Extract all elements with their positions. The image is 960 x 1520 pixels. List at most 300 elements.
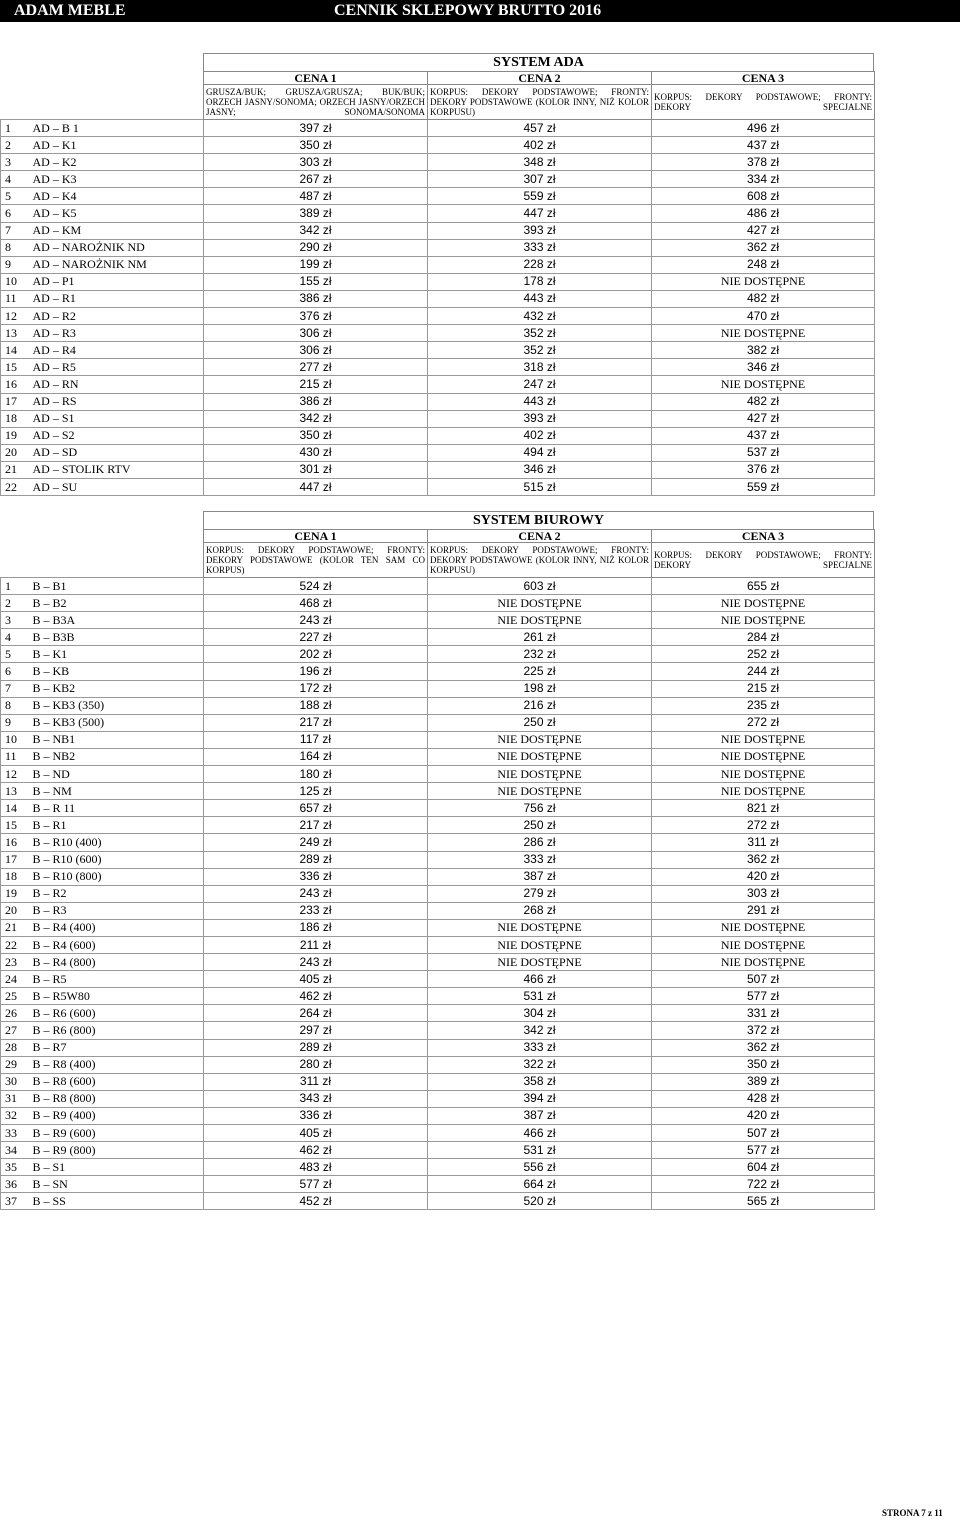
row-number: 6 [1, 663, 31, 680]
product-name: B – R4 (800) [31, 954, 204, 971]
row-number: 31 [1, 1090, 31, 1107]
price-cena-1: 342 zł [204, 222, 428, 239]
product-name: B – R10 (800) [31, 868, 204, 885]
price-cena-1: 155 zł [204, 273, 428, 290]
section-title-ada: SYSTEM ADA [203, 53, 874, 71]
product-name: B – R5W80 [31, 988, 204, 1005]
price-cena-3: 507 zł [652, 971, 875, 988]
price-cena-2: 531 zł [428, 1142, 652, 1159]
product-name: B – R4 (400) [31, 919, 204, 936]
row-number: 16 [1, 834, 31, 851]
price-cena-3: 362 zł [652, 1039, 875, 1056]
price-cena-2: 466 zł [428, 971, 652, 988]
price-cena-2: 198 zł [428, 680, 652, 697]
price-cena-2: 515 zł [428, 478, 652, 495]
price-cena-3: 482 zł [652, 290, 875, 307]
price-cena-1: 199 zł [204, 256, 428, 273]
product-name: B – ND [31, 766, 204, 783]
product-name: AD – K1 [31, 137, 204, 154]
price-col-3-description: KORPUS: DEKORY PODSTAWOWE; FRONTY: DEKORY SPECJALNE [652, 543, 875, 578]
price-cena-1: 405 zł [204, 971, 428, 988]
price-cena-3: 655 zł [652, 578, 875, 595]
table-row [1, 188, 875, 205]
price-cena-2: 286 zł [428, 834, 652, 851]
table-row [1, 1090, 875, 1107]
table-row [1, 919, 875, 936]
price-cena-2: 494 zł [428, 444, 652, 461]
price-cena-2: 232 zł [428, 646, 652, 663]
price-cena-2: 664 zł [428, 1176, 652, 1193]
row-number: 7 [1, 222, 31, 239]
price-cena-2: 352 zł [428, 325, 652, 342]
section-title-biurowy: SYSTEM BIUROWY [203, 511, 874, 529]
price-cena-2: 247 zł [428, 376, 652, 393]
table-row [1, 273, 875, 290]
row-number: 34 [1, 1142, 31, 1159]
price-cena-3: 372 zł [652, 1022, 875, 1039]
price-cena-1: 447 zł [204, 478, 428, 495]
price-cena-1: 243 zł [204, 885, 428, 902]
product-name: B – NB1 [31, 731, 204, 748]
price-cena-3: 496 zł [652, 120, 875, 137]
table-row [1, 800, 875, 817]
price-cena-1: 336 zł [204, 868, 428, 885]
price-rows-biurowy [1, 578, 875, 1210]
price-cena-3: NIE DOSTĘPNE [652, 748, 875, 765]
price-cena-1: 233 zł [204, 902, 428, 919]
price-cena-2: 387 zł [428, 1107, 652, 1124]
product-name: AD – KM [31, 222, 204, 239]
price-cena-2: 333 zł [428, 1039, 652, 1056]
price-cena-3: 420 zł [652, 1107, 875, 1124]
table-row [1, 205, 875, 222]
price-cena-1: 290 zł [204, 239, 428, 256]
table-row [1, 376, 875, 393]
price-cena-1: 350 zł [204, 427, 428, 444]
table-row [1, 461, 875, 478]
table-row [1, 1107, 875, 1124]
price-table-ada [0, 71, 875, 496]
price-cena-3: NIE DOSTĘPNE [652, 376, 875, 393]
price-cena-3: 486 zł [652, 205, 875, 222]
row-number: 36 [1, 1176, 31, 1193]
price-cena-1: 289 zł [204, 851, 428, 868]
product-name: AD – S1 [31, 410, 204, 427]
table-row [1, 868, 875, 885]
row-number: 10 [1, 273, 31, 290]
product-name: B – K1 [31, 646, 204, 663]
table-row [1, 359, 875, 376]
price-cena-2: 457 zł [428, 120, 652, 137]
price-cena-1: 243 zł [204, 612, 428, 629]
table-row [1, 308, 875, 325]
row-number: 18 [1, 868, 31, 885]
product-name: AD – R5 [31, 359, 204, 376]
price-cena-3: 334 zł [652, 171, 875, 188]
price-table-biurowy [0, 529, 875, 1210]
price-cena-1: 343 zł [204, 1090, 428, 1107]
table-row [1, 748, 875, 765]
price-cena-2: 387 zł [428, 868, 652, 885]
row-number: 5 [1, 188, 31, 205]
price-cena-2: 307 zł [428, 171, 652, 188]
row-number: 1 [1, 578, 31, 595]
product-name: AD – S2 [31, 427, 204, 444]
table-row [1, 766, 875, 783]
row-number: 27 [1, 1022, 31, 1039]
price-col-1-label: CENA 1 [204, 530, 428, 543]
table-row [1, 393, 875, 410]
price-cena-3: 565 zł [652, 1193, 875, 1210]
product-name: B – R8 (800) [31, 1090, 204, 1107]
product-name: B – B2 [31, 595, 204, 612]
table-row [1, 902, 875, 919]
price-cena-3: NIE DOSTĘPNE [652, 731, 875, 748]
page-number: STRONA 7 z 11 [882, 1508, 943, 1518]
price-cena-2: 756 zł [428, 800, 652, 817]
product-name: B – R8 (600) [31, 1073, 204, 1090]
product-name: AD – K2 [31, 154, 204, 171]
price-cena-1: 125 zł [204, 783, 428, 800]
price-cena-3: NIE DOSTĘPNE [652, 766, 875, 783]
price-cena-3: 427 zł [652, 410, 875, 427]
price-cena-2: 432 zł [428, 308, 652, 325]
price-cena-3: 604 zł [652, 1159, 875, 1176]
row-number: 16 [1, 376, 31, 393]
price-cena-1: 462 zł [204, 1142, 428, 1159]
row-number: 10 [1, 731, 31, 748]
price-cena-2: 225 zł [428, 663, 652, 680]
price-cena-3: 272 zł [652, 817, 875, 834]
product-name: B – R5 [31, 971, 204, 988]
product-name: AD – P1 [31, 273, 204, 290]
table-row [1, 680, 875, 697]
price-cena-3: 577 zł [652, 988, 875, 1005]
price-cena-2: 393 zł [428, 410, 652, 427]
price-cena-1: 186 zł [204, 919, 428, 936]
price-cena-1: 164 zł [204, 748, 428, 765]
price-col-2-description: KORPUS: DEKORY PODSTAWOWE; FRONTY: DEKORY PODSTAWOWE (KOLOR INNY, NIŻ KOLOR KORPUSU) [428, 85, 652, 120]
table-row [1, 646, 875, 663]
price-cena-2: NIE DOSTĘPNE [428, 783, 652, 800]
price-cena-3: 378 zł [652, 154, 875, 171]
price-cena-3: NIE DOSTĘPNE [652, 595, 875, 612]
product-name: AD – RN [31, 376, 204, 393]
row-number: 26 [1, 1005, 31, 1022]
table-row [1, 988, 875, 1005]
row-number: 4 [1, 171, 31, 188]
price-cena-1: 386 zł [204, 290, 428, 307]
table-row [1, 427, 875, 444]
row-number: 7 [1, 680, 31, 697]
product-name: B – B3A [31, 612, 204, 629]
price-cena-2: NIE DOSTĘPNE [428, 731, 652, 748]
price-cena-1: 397 zł [204, 120, 428, 137]
price-cena-3: 350 zł [652, 1056, 875, 1073]
price-col-3-label: CENA 3 [652, 72, 875, 85]
row-number: 22 [1, 936, 31, 953]
price-cena-3: NIE DOSTĘPNE [652, 919, 875, 936]
price-cena-3: 389 zł [652, 1073, 875, 1090]
price-cena-3: 284 zł [652, 629, 875, 646]
product-name: AD – R2 [31, 308, 204, 325]
price-col-1-description: KORPUS: DEKORY PODSTAWOWE; FRONTY: DEKORY PODSTAWOWE (KOLOR TEN SAM CO KORPUS) [204, 543, 428, 578]
row-number: 1 [1, 120, 31, 137]
product-name: B – R10 (400) [31, 834, 204, 851]
price-cena-2: 556 zł [428, 1159, 652, 1176]
price-cena-3: NIE DOSTĘPNE [652, 936, 875, 953]
row-number: 29 [1, 1056, 31, 1073]
table-row [1, 256, 875, 273]
price-cena-3: 303 zł [652, 885, 875, 902]
price-cena-3: 420 zł [652, 868, 875, 885]
price-cena-2: 333 zł [428, 851, 652, 868]
product-name: AD – SD [31, 444, 204, 461]
table-row [1, 1005, 875, 1022]
price-cena-1: 468 zł [204, 595, 428, 612]
price-cena-3: 362 zł [652, 239, 875, 256]
price-cena-3: 382 zł [652, 342, 875, 359]
row-number: 18 [1, 410, 31, 427]
price-cena-3: 346 zł [652, 359, 875, 376]
row-number: 9 [1, 256, 31, 273]
price-cena-3: 507 zł [652, 1125, 875, 1142]
table-row [1, 1073, 875, 1090]
price-cena-1: 386 zł [204, 393, 428, 410]
price-cena-2: 402 zł [428, 137, 652, 154]
table-row [1, 817, 875, 834]
product-name: AD – K3 [31, 171, 204, 188]
price-cena-1: 376 zł [204, 308, 428, 325]
price-cena-3: NIE DOSTĘPNE [652, 783, 875, 800]
table-row [1, 410, 875, 427]
price-cena-1: 249 zł [204, 834, 428, 851]
row-number: 35 [1, 1159, 31, 1176]
table-row [1, 1193, 875, 1210]
price-cena-2: 443 zł [428, 290, 652, 307]
row-number: 9 [1, 714, 31, 731]
price-cena-2: NIE DOSTĘPNE [428, 766, 652, 783]
price-cena-1: 303 zł [204, 154, 428, 171]
price-cena-1: 117 zł [204, 731, 428, 748]
price-cena-2: 402 zł [428, 427, 652, 444]
price-cena-1: 336 zł [204, 1107, 428, 1124]
price-cena-3: NIE DOSTĘPNE [652, 325, 875, 342]
row-number: 23 [1, 954, 31, 971]
price-cena-3: 437 zł [652, 137, 875, 154]
price-cena-2: 559 zł [428, 188, 652, 205]
price-cena-3: 577 zł [652, 1142, 875, 1159]
table-row [1, 342, 875, 359]
price-cena-2: 250 zł [428, 817, 652, 834]
table-row [1, 171, 875, 188]
price-cena-1: 311 zł [204, 1073, 428, 1090]
product-name: B – R7 [31, 1039, 204, 1056]
table-row [1, 954, 875, 971]
product-name: B – KB2 [31, 680, 204, 697]
price-cena-2: NIE DOSTĘPNE [428, 748, 652, 765]
price-cena-1: 342 zł [204, 410, 428, 427]
row-number: 6 [1, 205, 31, 222]
price-cena-2: 348 zł [428, 154, 652, 171]
product-name: AD – STOLIK RTV [31, 461, 204, 478]
price-col-3-label: CENA 3 [652, 530, 875, 543]
price-cena-2: NIE DOSTĘPNE [428, 919, 652, 936]
price-cena-1: 264 zł [204, 1005, 428, 1022]
row-number: 20 [1, 902, 31, 919]
row-number: 2 [1, 137, 31, 154]
price-cena-1: 430 zł [204, 444, 428, 461]
price-cena-3: 331 zł [652, 1005, 875, 1022]
price-cena-1: 172 zł [204, 680, 428, 697]
table-row [1, 1056, 875, 1073]
row-number: 5 [1, 646, 31, 663]
price-cena-2: 216 zł [428, 697, 652, 714]
table-row [1, 885, 875, 902]
price-cena-2: 531 zł [428, 988, 652, 1005]
table-row [1, 154, 875, 171]
price-cena-3: 376 zł [652, 461, 875, 478]
table-row [1, 1176, 875, 1193]
table-row [1, 612, 875, 629]
price-cena-3: 248 zł [652, 256, 875, 273]
price-cena-3: 470 zł [652, 308, 875, 325]
price-cena-1: 483 zł [204, 1159, 428, 1176]
price-cena-1: 215 zł [204, 376, 428, 393]
row-number: 3 [1, 612, 31, 629]
price-cena-1: 524 zł [204, 578, 428, 595]
price-cena-1: 217 zł [204, 817, 428, 834]
price-cena-2: 394 zł [428, 1090, 652, 1107]
price-cena-3: 235 zł [652, 697, 875, 714]
price-cena-1: 350 zł [204, 137, 428, 154]
price-cena-3: 559 zł [652, 478, 875, 495]
table-row [1, 1039, 875, 1056]
product-name: B – R9 (400) [31, 1107, 204, 1124]
price-cena-3: 244 zł [652, 663, 875, 680]
price-cena-2: 178 zł [428, 273, 652, 290]
price-col-2-description: KORPUS: DEKORY PODSTAWOWE; FRONTY: DEKORY PODSTAWOWE (KOLOR INNY, NIŻ KOLOR KORPUSU) [428, 543, 652, 578]
price-col-2-label: CENA 2 [428, 72, 652, 85]
price-cena-2: NIE DOSTĘPNE [428, 595, 652, 612]
price-cena-2: 466 zł [428, 1125, 652, 1142]
table-row [1, 731, 875, 748]
price-cena-2: 322 zł [428, 1056, 652, 1073]
price-col-3-description: KORPUS: DEKORY PODSTAWOWE; FRONTY: DEKORY SPECJALNE [652, 85, 875, 120]
row-number: 19 [1, 427, 31, 444]
row-number: 8 [1, 239, 31, 256]
price-cena-3: 215 zł [652, 680, 875, 697]
price-cena-1: 267 zł [204, 171, 428, 188]
product-name: AD – B 1 [31, 120, 204, 137]
price-cena-2: 393 zł [428, 222, 652, 239]
product-name: AD – SU [31, 478, 204, 495]
price-cena-3: 537 zł [652, 444, 875, 461]
price-cena-1: 462 zł [204, 988, 428, 1005]
row-number: 8 [1, 697, 31, 714]
company-name: ADAM MEBLE [14, 2, 126, 19]
price-cena-2: 342 zł [428, 1022, 652, 1039]
price-col-1-label: CENA 1 [204, 72, 428, 85]
row-number: 12 [1, 308, 31, 325]
price-cena-2: 261 zł [428, 629, 652, 646]
row-number: 2 [1, 595, 31, 612]
price-col-2-label: CENA 2 [428, 530, 652, 543]
price-cena-2: 228 zł [428, 256, 652, 273]
price-cena-3: 311 zł [652, 834, 875, 851]
table-row [1, 663, 875, 680]
price-cena-3: NIE DOSTĘPNE [652, 273, 875, 290]
price-cena-1: 280 zł [204, 1056, 428, 1073]
table-row [1, 595, 875, 612]
row-number: 22 [1, 478, 31, 495]
price-cena-1: 405 zł [204, 1125, 428, 1142]
product-name: AD – K5 [31, 205, 204, 222]
price-cena-3: 821 zł [652, 800, 875, 817]
price-cena-2: NIE DOSTĘPNE [428, 954, 652, 971]
product-name: B – NM [31, 783, 204, 800]
price-cena-1: 577 zł [204, 1176, 428, 1193]
row-number: 32 [1, 1107, 31, 1124]
price-cena-2: 443 zł [428, 393, 652, 410]
table-row [1, 578, 875, 595]
table-row [1, 936, 875, 953]
table-row [1, 222, 875, 239]
price-cena-3: 722 zł [652, 1176, 875, 1193]
product-name: B – R3 [31, 902, 204, 919]
price-cena-1: 657 zł [204, 800, 428, 817]
price-cena-3: 427 zł [652, 222, 875, 239]
product-name: B – R 11 [31, 800, 204, 817]
row-number: 28 [1, 1039, 31, 1056]
price-cena-2: 603 zł [428, 578, 652, 595]
table-row [1, 851, 875, 868]
price-cena-2: 333 zł [428, 239, 652, 256]
price-cena-3: 291 zł [652, 902, 875, 919]
product-name: B – B3B [31, 629, 204, 646]
row-number: 11 [1, 748, 31, 765]
table-row [1, 697, 875, 714]
product-name: B – KB3 (500) [31, 714, 204, 731]
price-cena-2: NIE DOSTĘPNE [428, 936, 652, 953]
product-name: B – R1 [31, 817, 204, 834]
product-name: AD – R3 [31, 325, 204, 342]
row-number: 33 [1, 1125, 31, 1142]
table-row [1, 1022, 875, 1039]
document-title: CENNIK SKLEPOWY BRUTTO 2016 [334, 2, 602, 19]
price-cena-2: 346 zł [428, 461, 652, 478]
price-cena-2: 520 zł [428, 1193, 652, 1210]
price-cena-2: 358 zł [428, 1073, 652, 1090]
price-cena-3: 608 zł [652, 188, 875, 205]
price-cena-3: 362 zł [652, 851, 875, 868]
price-cena-1: 301 zł [204, 461, 428, 478]
price-cena-2: 352 zł [428, 342, 652, 359]
table-row [1, 137, 875, 154]
product-name: B – R9 (600) [31, 1125, 204, 1142]
price-cena-3: NIE DOSTĘPNE [652, 954, 875, 971]
table-row [1, 120, 875, 137]
row-number: 13 [1, 325, 31, 342]
price-cena-1: 180 zł [204, 766, 428, 783]
product-name: B – R10 (600) [31, 851, 204, 868]
product-name: B – R9 (800) [31, 1142, 204, 1159]
table-row [1, 834, 875, 851]
product-name: B – R6 (600) [31, 1005, 204, 1022]
table-row [1, 783, 875, 800]
table-row [1, 1159, 875, 1176]
price-cena-1: 289 zł [204, 1039, 428, 1056]
